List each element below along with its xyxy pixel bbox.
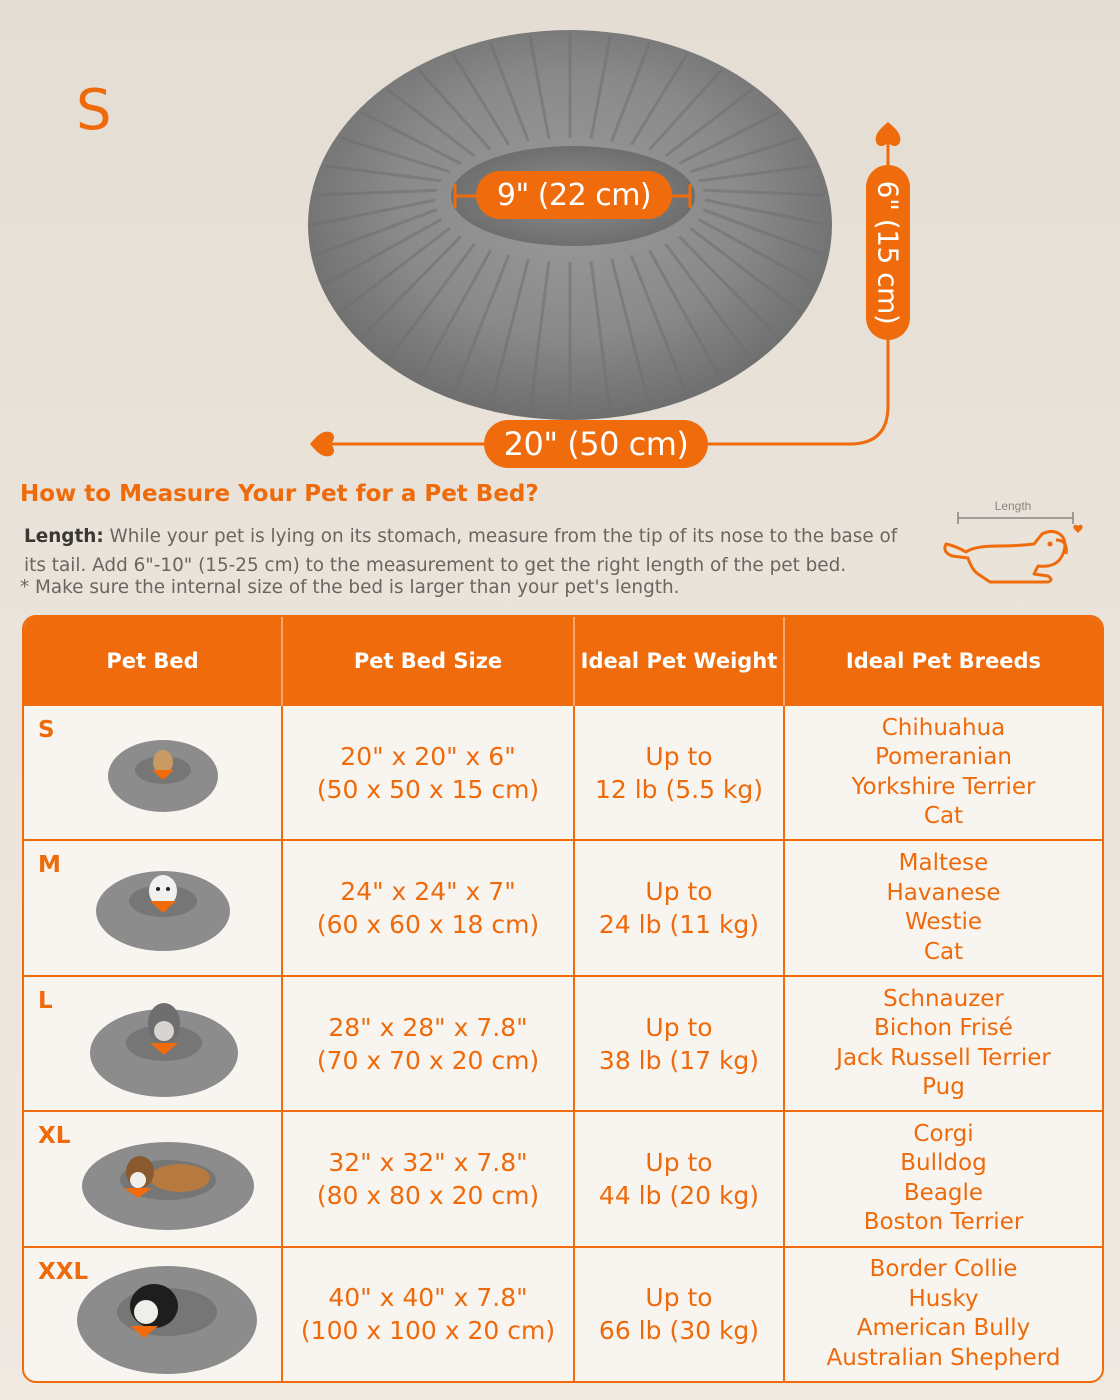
weight-cell — [574, 1247, 784, 1381]
table-row — [24, 705, 1102, 840]
breed-item: Cat — [923, 803, 964, 830]
header-pet-bed: Pet Bed — [24, 617, 282, 705]
breeds-cell — [784, 1247, 1102, 1381]
bed-cell — [24, 1111, 282, 1246]
bed-cell — [24, 1247, 282, 1381]
weight-line-2: 12 lb (5.5 kg) — [594, 774, 764, 804]
table-row — [24, 1247, 1102, 1381]
size-table — [22, 615, 1104, 1383]
dims-inches: 24" x 24" x 7" — [340, 877, 516, 907]
breed-item: Maltese — [898, 850, 989, 877]
breed-item: Bulldog — [900, 1150, 987, 1177]
row-size-label: XXL — [38, 1258, 89, 1285]
dims-cm: (70 x 70 x 20 cm) — [316, 1045, 540, 1075]
weight-cell — [574, 840, 784, 975]
weight-line-2: 24 lb (11 kg) — [598, 910, 760, 940]
breed-item: Pomeranian — [875, 744, 1012, 771]
breed-item: Boston Terrier — [863, 1209, 1024, 1236]
dimensions-cell — [282, 976, 574, 1111]
dims-inches: 20" x 20" x 6" — [340, 741, 516, 771]
weight-line-2: 44 lb (20 kg) — [598, 1180, 760, 1210]
table-row — [24, 976, 1102, 1111]
dims-cm: (60 x 60 x 18 cm) — [316, 910, 540, 940]
row-size-label: XL — [38, 1123, 71, 1150]
bed-thumbnail — [94, 861, 232, 953]
weight-line-1: Up to — [645, 1012, 713, 1042]
breed-item: Westie — [904, 909, 983, 936]
height-label — [866, 165, 910, 340]
bed-cell — [24, 840, 282, 975]
dims-cm: (80 x 80 x 20 cm) — [316, 1180, 540, 1210]
inner-diameter-label: 9" (22 cm) — [476, 171, 672, 219]
bed-thumbnail — [106, 736, 220, 812]
dimensions-cell — [282, 705, 574, 840]
breed-item: Australian Shepherd — [826, 1344, 1061, 1371]
row-size-label: M — [38, 852, 61, 879]
breed-item: Havanese — [886, 879, 1001, 906]
weight-cell — [574, 1111, 784, 1246]
dims-cm: (50 x 50 x 15 cm) — [316, 774, 540, 804]
header-ideal-pet-breeds: Ideal Pet Breeds — [784, 617, 1102, 705]
row-size-label: S — [38, 717, 55, 743]
weight-line-2: 38 lb (17 kg) — [598, 1045, 760, 1075]
measure-note: * Make sure the internal size of the bed is larger than your pet's length. — [20, 577, 680, 598]
dims-cm: (100 x 100 x 20 cm) — [300, 1316, 556, 1346]
width-label: 20" (50 cm) — [484, 420, 708, 468]
header-ideal-pet-weight: Ideal Pet Weight — [574, 617, 784, 705]
breed-item: Border Collie — [869, 1256, 1018, 1283]
breed-item: Bichon Frisé — [874, 1015, 1013, 1042]
bed-cell — [24, 976, 282, 1111]
bed-thumbnail — [88, 987, 240, 1099]
dims-inches: 40" x 40" x 7.8" — [328, 1283, 528, 1313]
height-text: 6" (15 cm) — [871, 180, 905, 325]
bed-thumbnail — [74, 1254, 260, 1378]
measure-title: How to Measure Your Pet for a Pet Bed? — [20, 481, 539, 507]
breed-item: Yorkshire Terrier — [851, 773, 1036, 800]
weight-cell — [574, 976, 784, 1111]
breed-item: Jack Russell Terrier — [836, 1044, 1051, 1071]
size-letter: S — [76, 78, 112, 143]
weight-line-1: Up to — [645, 1283, 713, 1313]
row-size-label: L — [38, 987, 53, 1014]
breed-item: Corgi — [913, 1120, 974, 1147]
breeds-cell — [784, 976, 1102, 1111]
weight-line-2: 66 lb (30 kg) — [598, 1316, 760, 1346]
table-row — [24, 840, 1102, 975]
table-row — [24, 1111, 1102, 1246]
breed-item: American Bully — [856, 1315, 1031, 1342]
dimensions-cell — [282, 1247, 574, 1381]
breed-item: Schnauzer — [883, 985, 1004, 1012]
pet-bed-illustration — [0, 0, 1120, 480]
length-text: While your pet is lying on its stomach, measure from the tip of its nose to the base of its tail. Add 6"-10" (15-25 cm) to the measurement to get the right length of the pet bed. — [24, 526, 898, 576]
breeds-cell — [784, 705, 1102, 840]
breeds-cell — [784, 840, 1102, 975]
weight-line-1: Up to — [645, 1147, 713, 1177]
bed-thumbnail — [80, 1134, 256, 1234]
breed-item: Cat — [923, 938, 964, 965]
breeds-cell — [784, 1111, 1102, 1246]
dimensions-cell — [282, 840, 574, 975]
dims-inches: 28" x 28" x 7.8" — [328, 1012, 528, 1042]
table-header-row — [24, 617, 1102, 705]
dog-length-figure — [938, 496, 1088, 591]
weight-cell — [574, 705, 784, 840]
breed-item: Husky — [908, 1285, 979, 1312]
header-pet-bed-size: Pet Bed Size — [282, 617, 574, 705]
dims-inches: 32" x 32" x 7.8" — [328, 1147, 528, 1177]
breed-item: Pug — [922, 1074, 965, 1101]
measure-instructions — [24, 522, 914, 580]
dimensions-cell — [282, 1111, 574, 1246]
figure-length-label: Length — [994, 499, 1032, 513]
length-label: Length: — [24, 526, 104, 547]
breed-item: Beagle — [903, 1179, 984, 1206]
bed-cell — [24, 705, 282, 840]
breed-item: Chihuahua — [881, 714, 1006, 741]
weight-line-1: Up to — [645, 877, 713, 907]
weight-line-1: Up to — [645, 741, 713, 771]
